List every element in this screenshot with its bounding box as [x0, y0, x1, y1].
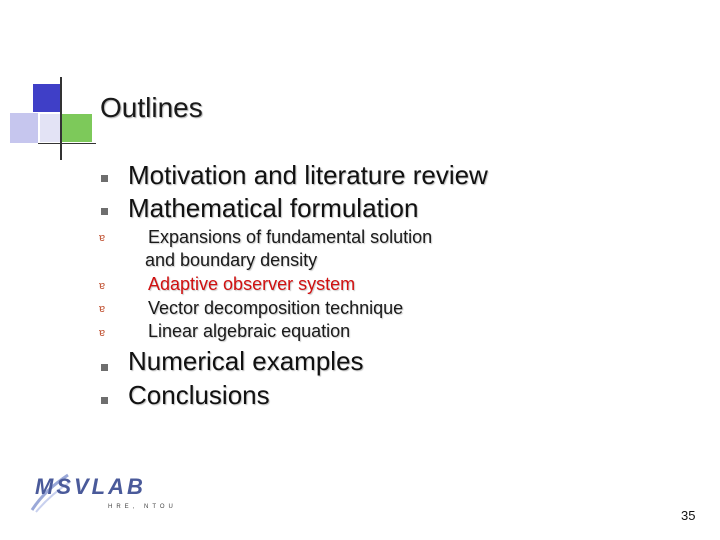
outline-item-motivation: Motivation and literature review — [128, 160, 488, 190]
title-decoration-green — [62, 114, 92, 142]
sub-item-linear-algebraic: Linear algebraic equation — [148, 321, 351, 341]
sub-item-adaptive-observer: Adaptive observer system — [148, 274, 356, 294]
title-decoration-lavender — [10, 113, 38, 143]
sub-bullet-icon: ɐ — [99, 280, 106, 292]
sub-item-vector-decomposition: Vector decomposition technique — [148, 298, 404, 318]
title-decoration-blue — [33, 84, 61, 112]
slide-title: Outlines — [100, 92, 203, 123]
bullet-square-icon — [101, 397, 108, 404]
page-number: 35 — [681, 508, 696, 523]
bullet-square-icon — [101, 208, 108, 215]
logo-subtext: HRE, NTOU — [108, 504, 177, 510]
bullet-square-icon — [101, 175, 108, 182]
title-vertical-line — [60, 77, 62, 160]
outline-item-conclusions: Conclusions — [128, 380, 270, 410]
sub-bullet-icon: ɐ — [99, 303, 106, 315]
msvlab-logo — [30, 470, 180, 515]
logo-text: MSVLAB — [35, 474, 146, 499]
title-decoration-light — [40, 114, 60, 142]
sub-bullet-icon: ɐ — [99, 327, 106, 339]
bullet-square-icon — [101, 364, 108, 371]
title-horizontal-line — [38, 143, 96, 144]
sub-item-expansions: Expansions of fundamental solution — [148, 227, 433, 247]
outline-item-numerical-examples: Numerical examples — [128, 346, 364, 376]
outline-item-formulation: Mathematical formulation — [128, 193, 419, 223]
sub-bullet-icon: ɐ — [99, 232, 106, 244]
sub-item-expansions-continued: and boundary density — [145, 250, 318, 270]
